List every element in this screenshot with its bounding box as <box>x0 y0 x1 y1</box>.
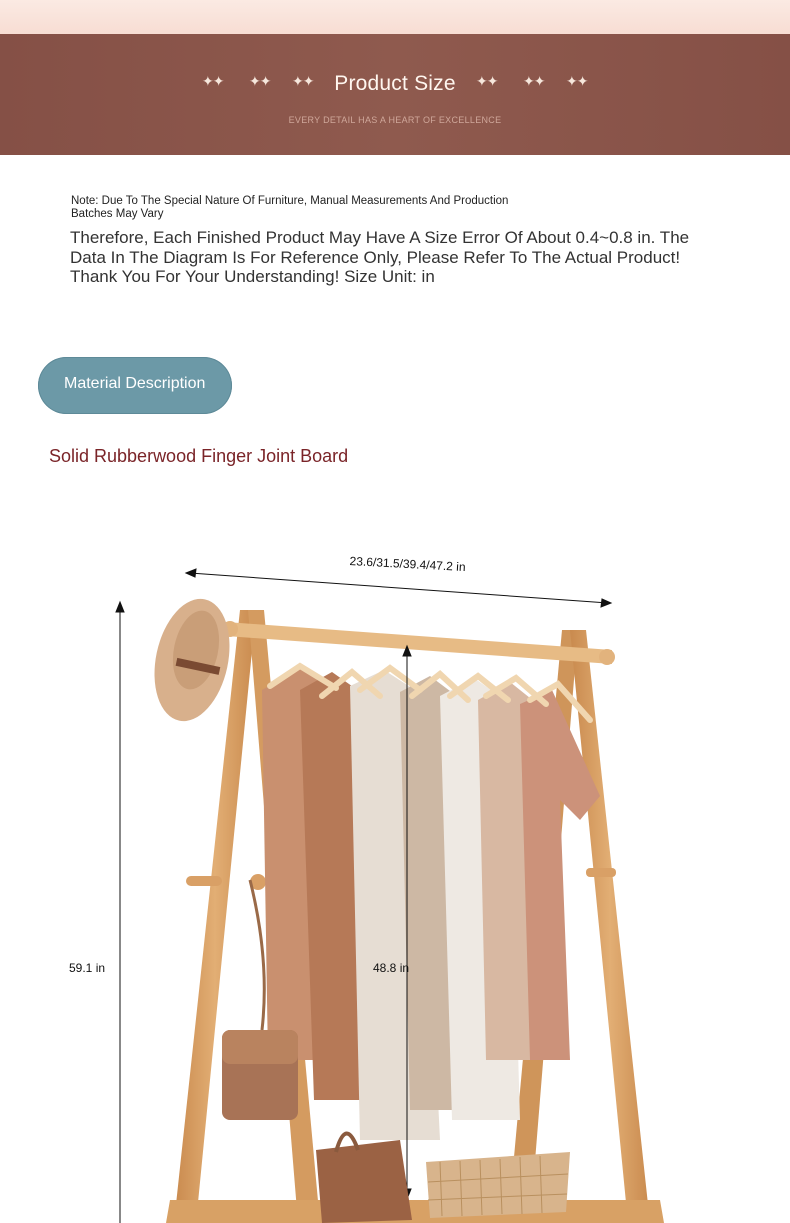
material-description-label: Material Description <box>64 375 206 392</box>
sparkle-icon: ✦✦ <box>566 73 588 89</box>
width-dimension-arrow <box>186 569 611 607</box>
height-dimension-arrow <box>116 602 124 1223</box>
sparkle-icon: ✦✦ <box>249 73 271 89</box>
hat-image <box>144 592 240 728</box>
sparkle-icon: ✦✦ <box>476 73 498 89</box>
sparkle-icon: ✦✦ <box>292 73 314 89</box>
product-size-banner <box>0 34 790 155</box>
banner-subtitle: EVERY DETAIL HAS A HEART OF EXCELLENCE <box>288 115 502 125</box>
height-dimension-label: 59.1 in <box>69 961 106 975</box>
width-dimension-label: 23.6/31.5/39.4/47.2 in <box>349 554 466 575</box>
sparkle-icon: ✦✦ <box>202 73 224 89</box>
sparkle-icon: ✦✦ <box>523 73 545 89</box>
hanging-garments <box>262 666 600 1140</box>
material-name: Solid Rubberwood Finger Joint Board <box>49 446 349 466</box>
measurement-note: Note: Due To The Special Nature Of Furniture, Manual Measurements And Production Batches May Vary <box>71 195 509 220</box>
tote-bag-image <box>316 1133 412 1223</box>
size-error-disclaimer: Therefore, Each Finished Product May Have A Size Error Of About 0.4~0.8 in. The Data In The Diagram Is For Reference Only, Please Refer To The Actual Product! Thank You For Your Understanding! Size Unit: in <box>70 228 690 286</box>
banner-title: Product Size <box>334 72 456 95</box>
rail-height-dimension-label: 48.8 in <box>373 961 410 975</box>
clothes-rack-product-image <box>0 500 790 1223</box>
storage-basket-image <box>426 1152 570 1218</box>
top-strip <box>0 0 790 34</box>
